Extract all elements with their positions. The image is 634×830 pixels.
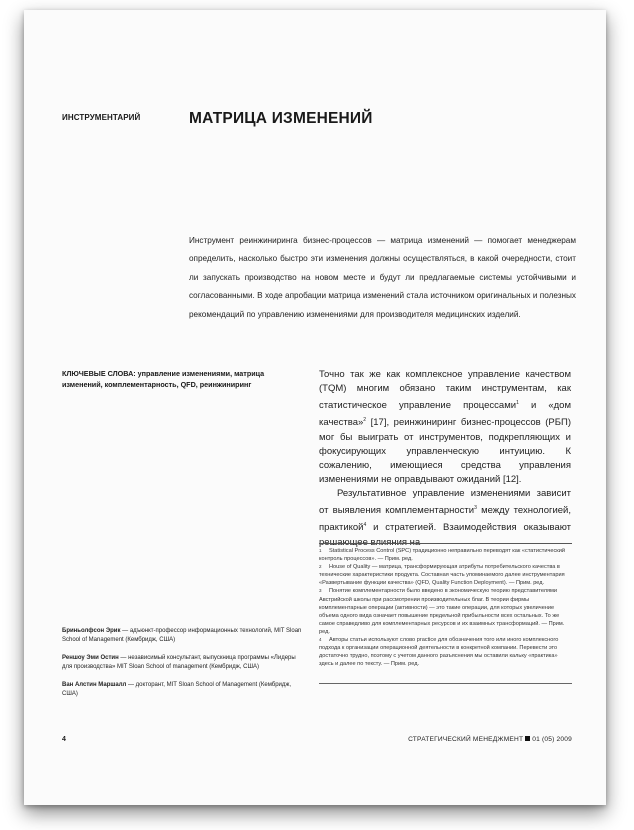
body-text <box>319 368 571 550</box>
body-paragraph-2: Результативное управление изменениями зависит от выявления комплементарности$^3$ между технологией, практикой$^4$ и стратегией. Взаимодействия оказывают решающее влияния на <box>319 488 571 548</box>
footnote: 4 Авторы статьи используют слово practice для обозначения того или иного комплексного подхода к организации операционной деятельности в конкретной компании. Перевести это достаточно трудно, поэтому с учетом данного разъяснения мы оставили кальку «практика» здесь и далее по тексту. — Прим. ред. <box>319 637 559 668</box>
article-title: МАТРИЦА ИЗМЕНЕНИЙ <box>189 110 373 127</box>
footnote-ref: 2 <box>363 417 367 424</box>
footnotes <box>319 547 572 668</box>
section-label: ИНСТРУМЕНТАРИЙ <box>62 113 141 122</box>
author-entry: Реншоу Эми Остин — независимый консультант, выпускница программы «Лидеры для производства» MIT Sloan School of management (Кембридж, США) <box>62 655 296 670</box>
square-separator-icon <box>525 736 530 741</box>
page-number: 4 <box>62 736 66 743</box>
footnote-divider <box>319 543 572 544</box>
author-entry: Ван Алстин Маршалл — докторант, MIT Sloan School of Management (Кембридж, США) <box>62 682 292 697</box>
footnote: 1 Statistical Process Control (SPC) традиционно неправильно переводят как «статистический контроль процессов». — Прим. ред. <box>319 548 565 563</box>
footnote-ref: 3 <box>474 505 477 512</box>
body-paragraph-1: Точно так же как комплексное управление качеством (TQM) многим обязано таким инструментам, как статистическое управление процессами$^1$ и «дом качества»$^2$ [17], реинжиниринг бизнес-процессов (РБП) мог бы выиграть от инструментов, подкрепляющих и фокусирующих управленческую интуицию. К сожалению, имеющиеся средства управления изменениями не оправдывают ожиданий [12]. <box>319 369 571 485</box>
author-list <box>62 627 302 708</box>
footnote: 3 Понятие комплементарности было введено в экономическую теорию представителями Австрийской школы при рассмотрении производительных благ. В теории фирмы комплементарные операции (активности) — это такие операции, для которых увеличение объема одного вида означает повышение предельной прибыльности всех остальных. То же самое справедливо для комплементарных ресурсов и их взаимных трансформаций. — Прим. ред. <box>319 588 565 635</box>
keywords: КЛЮЧЕВЫЕ СЛОВА: управление изменениями, матрица изменений, комплементарность, QFD, реинжиниринг <box>62 369 265 389</box>
footnote-end-divider <box>319 683 572 684</box>
footnote-ref: 1 <box>516 400 519 407</box>
journal-footer: СТРАТЕГИЧЕСКИЙ МЕНЕДЖМЕНТ 01 (05) 2009 <box>408 736 572 743</box>
abstract: Инструмент реинжиниринга бизнес-процессов — матрица изменений — помогает менеджерам определить, насколько быстро эти изменения должны осуществляться, в какой очередности, стоит ли запускать производство на новом месте и будут ли предлагаемые системы устойчивыми и согласованными. В ходе апробации матрица изменений стала источником оригинальных и полезных рекомендаций по управлению изменениями для производителя медицинских изделий. <box>189 236 576 319</box>
footnote-ref: 4 <box>363 522 367 529</box>
author-entry: Бриньолфсон Эрик — адъюнкт-профессор информационных технологий, MIT Sloan School of Management (Кембридж, США) <box>62 628 302 643</box>
footnote: 2 House of Quality — матрица, трансформирующая атрибуты потребительского качества в технические характеристики продукта. Составная часть упоминаемого далее инструментария «Развертывание функции качества» (QFD, Quality Function Deployment). — Прим. ред. <box>319 564 565 587</box>
